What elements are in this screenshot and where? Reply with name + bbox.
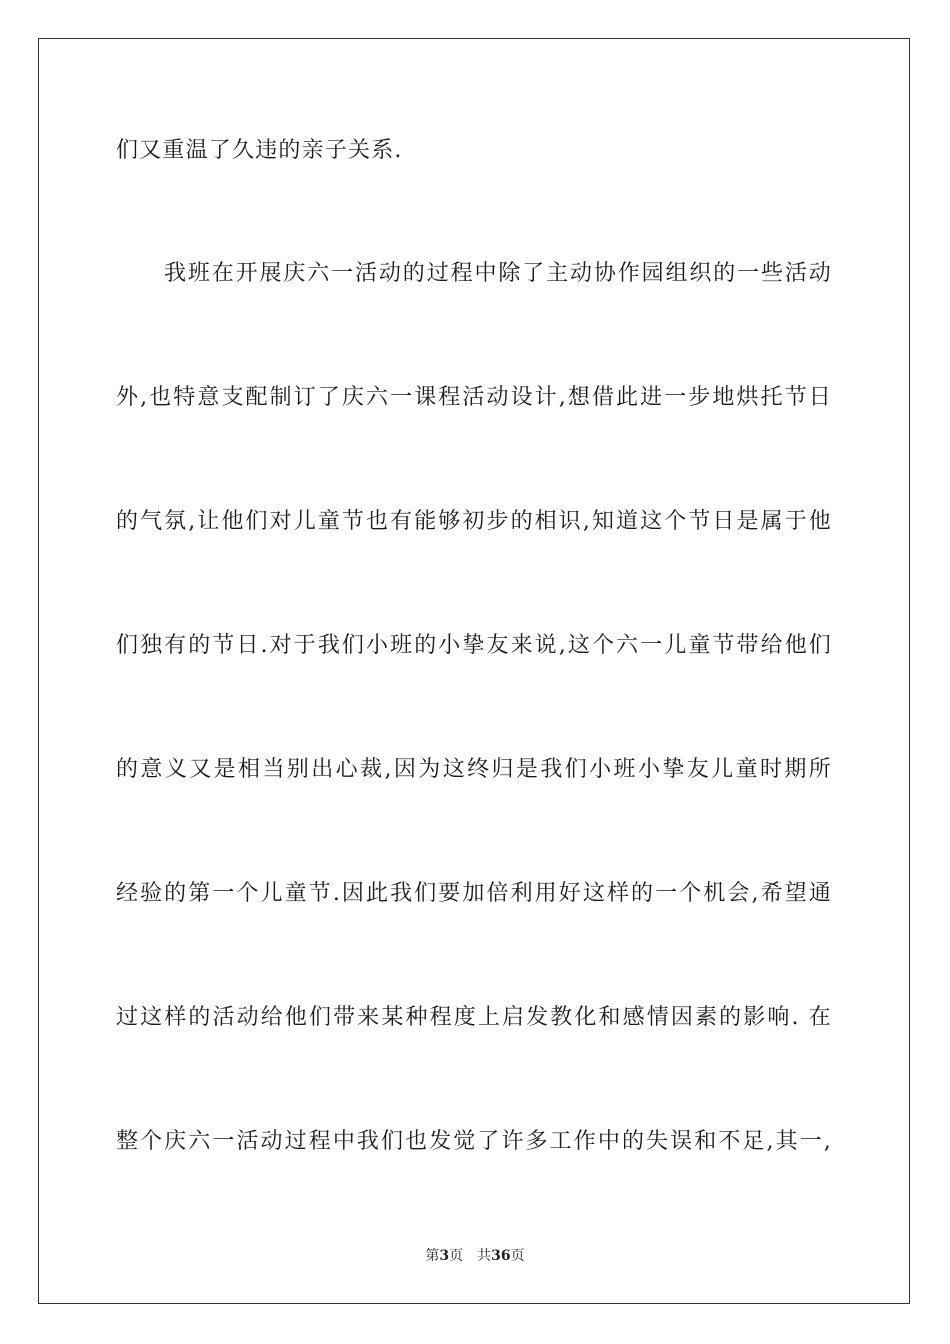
text-line-4: 的气氛,让他们对儿童节也有能够初步的相识,知道这个节日是属于他 <box>116 509 832 534</box>
total-pages-prefix: 共 <box>477 1248 492 1264</box>
page-number-prefix: 第 <box>425 1248 440 1264</box>
text-line-3: 外,也特意支配制订了庆六一课程活动设计,想借此进一步地烘托节日 <box>116 385 832 410</box>
text-line-1: 们又重温了久违的亲子关系. <box>116 138 403 163</box>
text-line-6: 的意义又是相当别出心裁,因为这终归是我们小班小挚友儿童时期所 <box>116 757 832 782</box>
page-footer <box>0 1246 950 1266</box>
text-line-2: 我班在开展庆六一活动的过程中除了主动协作园组织的一些活动 <box>164 261 832 286</box>
total-pages-count: 36 <box>491 1248 511 1264</box>
page-number-suffix: 页 <box>449 1248 464 1264</box>
page-border <box>38 38 910 1304</box>
text-line-7: 经验的第一个儿童节.因此我们要加倍利用好这样的一个机会,希望通 <box>116 881 832 906</box>
text-line-9: 整个庆六一活动过程中我们也发觉了许多工作中的失误和不足,其一, <box>116 1129 832 1154</box>
page-number-current: 3 <box>439 1248 450 1264</box>
text-line-8: 过这样的活动给他们带来某种程度上启发教化和感情因素的影响. 在 <box>116 1005 832 1030</box>
total-pages-suffix: 页 <box>510 1248 525 1264</box>
text-line-5: 们独有的节日.对于我们小班的小挚友来说,这个六一儿童节带给他们 <box>116 633 832 658</box>
